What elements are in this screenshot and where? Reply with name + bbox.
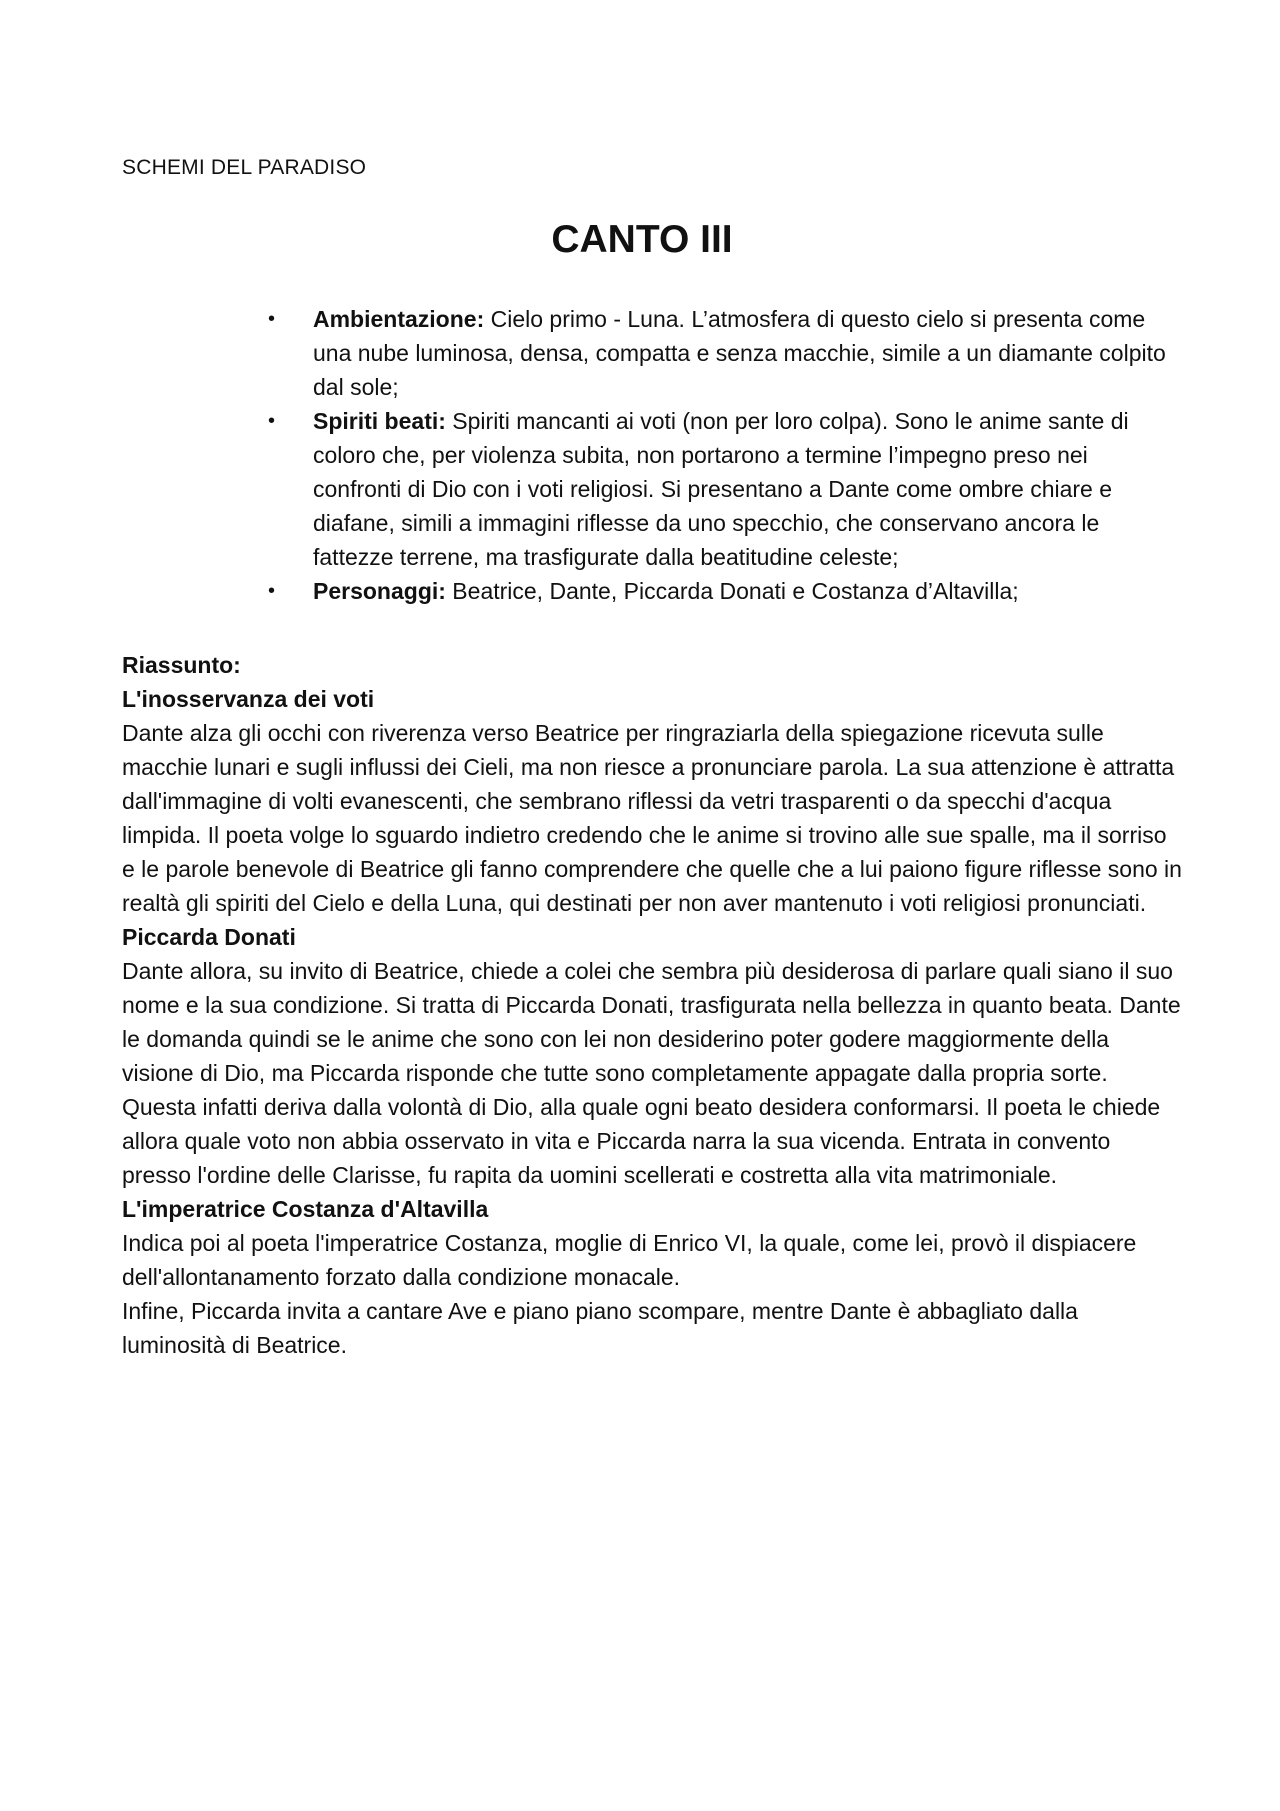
section-title-piccarda: Piccarda Donati <box>122 924 296 950</box>
info-term: Personaggi: <box>313 578 446 604</box>
info-item-personaggi <box>268 574 1173 608</box>
header-label: SCHEMI DEL PARADISO <box>122 156 367 179</box>
info-text: Beatrice, Dante, Piccarda Donati e Costanza d’Altavilla; <box>445 578 1019 604</box>
info-item-ambientazione <box>268 302 1173 404</box>
page-title: CANTO III <box>551 218 733 261</box>
paragraph-inosservanza: Dante alza gli occhi con riverenza verso Beatrice per ringraziarla della spiegazione ricevuta sulle macchie lunari e sugli influssi dei Cieli, ma non riesce a pronunciare parola. La sua attenzione è attratta dall'immagine di volti evanescenti, che sembrano riflessi da vetri trasparenti o da specchi d'acqua limpida. Il poeta volge lo sguardo indietro credendo che le anime si trovino alle sue spalle, ma il sorriso e le parole benevole di Beatrice gli fanno comprendere che quelle che a lui paiono figure riflesse sono in realtà gli spiriti del Cielo e della Luna, qui destinati per non aver mantenuto i voti religiosi pronunciati. <box>122 720 1182 916</box>
section-title-inosservanza: L'inosservanza dei voti <box>122 686 375 712</box>
bullet-icon: • <box>268 580 276 602</box>
bullet-icon: • <box>268 410 276 432</box>
info-term: Ambientazione: <box>313 306 485 332</box>
info-item-spiriti-beati <box>268 404 1173 574</box>
summary-heading: Riassunto: <box>122 652 241 678</box>
section-title-costanza: L'imperatrice Costanza d'Altavilla <box>122 1196 489 1222</box>
summary-section <box>122 648 1182 1362</box>
paragraph-conclusione: Infine, Piccarda invita a cantare Ave e piano piano scompare, mentre Dante è abbagliato dalla luminosità di Beatrice. <box>122 1298 1078 1358</box>
info-term: Spiriti beati: <box>313 408 446 434</box>
info-list <box>268 302 1173 608</box>
paragraph-piccarda: Dante allora, su invito di Beatrice, chiede a colei che sembra più desiderosa di parlare quali siano il suo nome e la sua condizione. Si tratta di Piccarda Donati, trasfigurata nella bellezza in quanto beata. Dante le domanda quindi se le anime che sono con lei non desiderino poter godere maggiormente della visione di Dio, ma Piccarda risponde che tutte sono completamente appagate dalla propria sorte. Questa infatti deriva dalla volontà di Dio, alla quale ogni beato desidera conformarsi. Il poeta le chiede allora quale voto non abbia osservato in vita e Piccarda narra la sua vicenda. Entrata in convento presso l'ordine delle Clarisse, fu rapita da uomini scellerati e costretta alla vita matrimoniale. <box>122 958 1181 1188</box>
info-text: Cielo primo - Luna. L’atmosfera di questo cielo si presenta come una nube luminosa, densa, compatta e senza macchie, simile a un diamante colpito dal sole; <box>313 306 1166 400</box>
info-text: Spiriti mancanti ai voti (non per loro colpa). Sono le anime sante di coloro che, per violenza subita, non portarono a termine l’impegno preso nei confronti di Dio con i voti religiosi. Si presentano a Dante come ombre chiare e diafane, simili a immagini riflesse da uno specchio, che conservano ancora le fattezze terrene, ma trasfigurate dalla beatitudine celeste; <box>313 408 1129 570</box>
paragraph-costanza: Indica poi al poeta l'imperatrice Costanza, moglie di Enrico VI, la quale, come lei, provò il dispiacere dell'allontanamento forzato dalla condizione monacale. <box>122 1230 1137 1290</box>
bullet-icon: • <box>268 308 276 330</box>
